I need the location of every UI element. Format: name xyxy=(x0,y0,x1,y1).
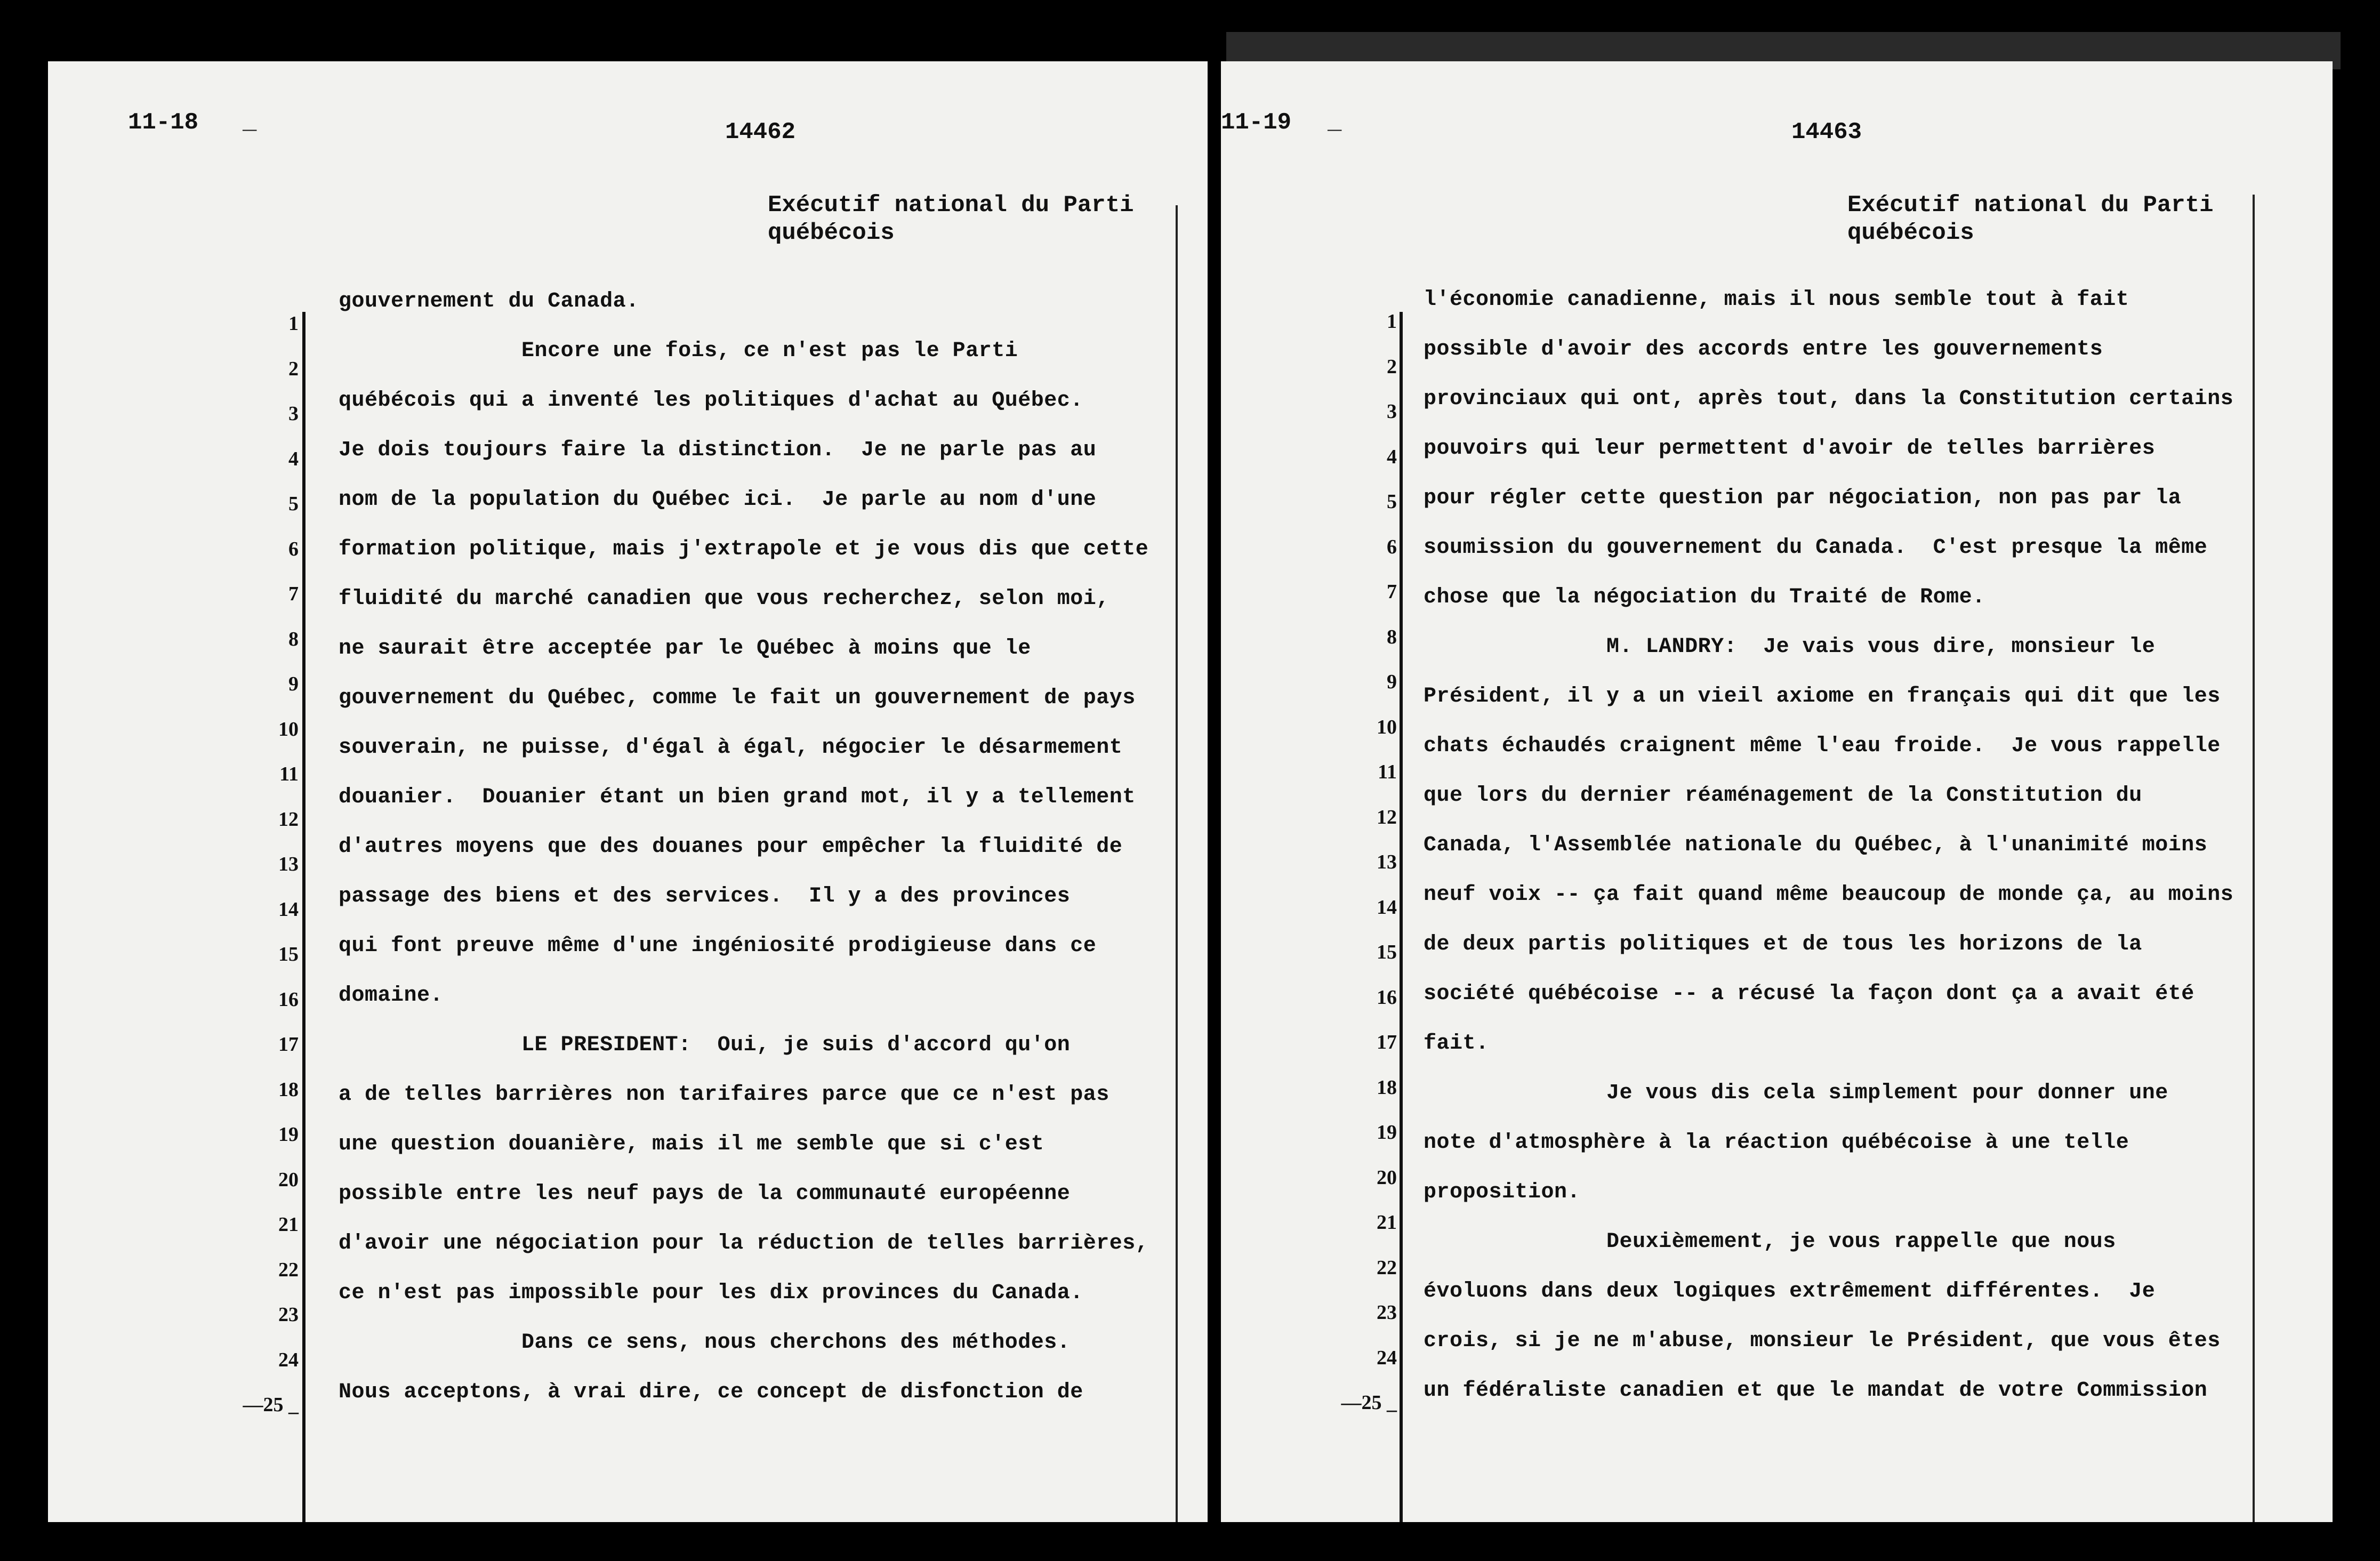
transcript-line: chose que la négociation du Traité de Rome. xyxy=(1424,585,1985,609)
line-number: 16 xyxy=(1377,986,1397,1009)
right-header-line2: québécois xyxy=(1847,220,1974,246)
transcript-line: possible entre les neuf pays de la communauté européenne xyxy=(339,1182,1071,1206)
transcript-line: pour régler cette question par négociation, non pas par la xyxy=(1424,486,2182,510)
transcript-line: un fédéraliste canadien et que le mandat de votre Commission xyxy=(1424,1379,2208,1403)
line-number: 9 xyxy=(1387,671,1397,693)
line-number: 15 xyxy=(278,943,299,965)
line-number: 21 xyxy=(278,1213,299,1236)
transcript-line: a de telles barrières non tarifaires parce que ce n'est pas xyxy=(339,1083,1109,1107)
left-header-line2: québécois xyxy=(768,220,895,246)
transcript-line: ce n'est pas impossible pour les dix provinces du Canada. xyxy=(339,1281,1083,1305)
line-number: 7 xyxy=(1387,581,1397,603)
line-number: 11 xyxy=(279,763,299,785)
transcript-line: formation politique, mais j'extrapole et je vous dis que cette xyxy=(339,537,1149,561)
line-number: 5 xyxy=(1387,490,1397,513)
transcript-line: Encore une fois, ce n'est pas le Parti xyxy=(339,339,1018,363)
line-number: 14 xyxy=(1377,896,1397,919)
right-page-header xyxy=(1847,191,2214,247)
left-page-number: 14462 xyxy=(725,119,796,146)
line-number: 19 xyxy=(1377,1121,1397,1144)
transcript-line: proposition. xyxy=(1424,1180,1581,1204)
line-number: 2 xyxy=(1387,355,1397,378)
line-number: 6 xyxy=(1387,535,1397,558)
line-number: 4 xyxy=(288,447,299,470)
right-page-prefix: 11-19 xyxy=(1221,109,1292,136)
transcript-line: pouvoirs qui leur permettent d'avoir de telles barrières xyxy=(1424,437,2156,461)
transcript-line: domaine. xyxy=(339,984,444,1008)
transcript-line: possible d'avoir des accords entre les gouvernements xyxy=(1424,337,2103,361)
transcript-line: fluidité du marché canadien que vous recherchez, selon moi, xyxy=(339,587,1109,611)
transcript-line: Dans ce sens, nous cherchons des méthodes. xyxy=(339,1331,1071,1355)
line-number: 13 xyxy=(1377,851,1397,873)
transcript-line: soumission du gouvernement du Canada. C'est presque la même xyxy=(1424,536,2208,560)
transcript-line: neuf voix -- ça fait quand même beaucoup de monde ça, au moins xyxy=(1424,883,2234,907)
line-number: —25 _ xyxy=(243,1394,299,1416)
line-number: 1 xyxy=(288,312,299,335)
line-number: 17 xyxy=(278,1033,299,1056)
transcript-line: Je vous dis cela simplement pour donner une xyxy=(1424,1081,2168,1105)
left-header-line1: Exécutif national du Parti xyxy=(768,192,1134,219)
transcript-line: que lors du dernier réaménagement de la Constitution du xyxy=(1424,784,2142,808)
right-page-number: 14463 xyxy=(1791,119,1862,146)
line-number: 8 xyxy=(1387,625,1397,648)
line-number: 8 xyxy=(288,627,299,650)
transcript-line: Deuxièmement, je vous rappelle que nous xyxy=(1424,1230,2116,1254)
line-number: 1 xyxy=(1387,310,1397,333)
transcript-line: passage des biens et des services. Il y a des provinces xyxy=(339,884,1071,908)
line-number: 10 xyxy=(1377,715,1397,738)
line-number: 12 xyxy=(278,808,299,831)
line-number: 18 xyxy=(1377,1076,1397,1099)
line-number: 23 xyxy=(1377,1301,1397,1324)
transcript-line: crois, si je ne m'abuse, monsieur le Président, que vous êtes xyxy=(1424,1329,2221,1353)
line-number: 14 xyxy=(278,898,299,921)
line-number: 3 xyxy=(1387,400,1397,423)
transcript-line: québécois qui a inventé les politiques d'achat au Québec. xyxy=(339,389,1083,413)
transcript-line: société québécoise -- a récusé la façon dont ça a avait été xyxy=(1424,982,2194,1006)
transcript-line: Nous acceptons, à vrai dire, ce concept de disfonction de xyxy=(339,1380,1083,1404)
left-right-rule xyxy=(1176,205,1178,1522)
line-number: 18 xyxy=(278,1078,299,1101)
line-number: 4 xyxy=(1387,445,1397,468)
transcript-line: d'autres moyens que des douanes pour empêcher la fluidité de xyxy=(339,835,1123,859)
transcript-line: douanier. Douanier étant un bien grand mot, il y a tellement xyxy=(339,785,1136,809)
transcript-line: chats échaudés craignent même l'eau froide. Je vous rappelle xyxy=(1424,734,2221,758)
line-number: 6 xyxy=(288,537,299,560)
transcript-line: de deux partis politiques et de tous les horizons de la xyxy=(1424,932,2142,956)
left-page-prefix: 11-18 xyxy=(128,109,199,136)
left-margin-rule xyxy=(302,312,305,1522)
transcript-line: note d'atmosphère à la réaction québécoise à une telle xyxy=(1424,1131,2129,1155)
transcript-line: qui font preuve même d'une ingéniosité prodigieuse dans ce xyxy=(339,934,1097,958)
line-number: 24 xyxy=(278,1348,299,1371)
line-number: 20 xyxy=(278,1168,299,1191)
line-number: 21 xyxy=(1377,1211,1397,1234)
line-number: —25 _ xyxy=(1341,1391,1397,1414)
transcript-line: M. LANDRY: Je vais vous dire, monsieur le xyxy=(1424,635,2156,659)
line-number: 15 xyxy=(1377,941,1397,963)
transcript-line: gouvernement du Québec, comme le fait un gouvernement de pays xyxy=(339,686,1136,710)
transcript-line: Président, il y a un vieil axiome en français qui dit que les xyxy=(1424,685,2221,709)
right-margin-rule xyxy=(1400,312,1403,1522)
right-right-rule xyxy=(2253,195,2255,1522)
line-number: 5 xyxy=(288,493,299,515)
line-number: 16 xyxy=(278,988,299,1011)
transcript-line: évoluons dans deux logiques extrêmement différentes. Je xyxy=(1424,1280,2156,1303)
line-number: 12 xyxy=(1377,806,1397,828)
transcript-line: Canada, l'Assemblée nationale du Québec, à l'unanimité moins xyxy=(1424,833,2208,857)
transcript-line: l'économie canadienne, mais il nous semble tout à fait xyxy=(1424,288,2129,312)
line-number: 22 xyxy=(278,1258,299,1281)
transcript-line: d'avoir une négociation pour la réduction de telles barrières, xyxy=(339,1232,1149,1256)
transcript-line: une question douanière, mais il me semble que si c'est xyxy=(339,1132,1044,1156)
line-number: 23 xyxy=(278,1303,299,1326)
line-number: 22 xyxy=(1377,1256,1397,1279)
transcript-line: Je dois toujours faire la distinction. Je ne parle pas au xyxy=(339,438,1097,462)
transcript-line: ne saurait être acceptée par le Québec à moins que le xyxy=(339,637,1031,661)
left-page-header xyxy=(768,191,1134,247)
transcript-line: LE PRESIDENT: Oui, je suis d'accord qu'on xyxy=(339,1033,1071,1057)
line-number: 10 xyxy=(278,718,299,741)
left-transcript-page xyxy=(48,61,1208,1522)
transcript-line: nom de la population du Québec ici. Je parle au nom d'une xyxy=(339,488,1097,512)
transcript-line: souverain, ne puisse, d'égal à égal, négocier le désarmement xyxy=(339,736,1123,760)
right-header-line1: Exécutif national du Parti xyxy=(1847,192,2214,219)
line-number: 13 xyxy=(278,853,299,875)
line-number: 20 xyxy=(1377,1166,1397,1189)
transcript-line: fait. xyxy=(1424,1032,1489,1056)
line-number: 2 xyxy=(288,357,299,380)
line-number: 9 xyxy=(288,673,299,695)
line-number: 3 xyxy=(288,403,299,425)
transcript-line: gouvernement du Canada. xyxy=(339,289,639,313)
line-number: 24 xyxy=(1377,1346,1397,1369)
line-number: 19 xyxy=(278,1123,299,1146)
line-number: 7 xyxy=(288,583,299,605)
line-number: 11 xyxy=(1378,761,1397,783)
line-number: 17 xyxy=(1377,1031,1397,1053)
right-transcript-page xyxy=(1221,61,2333,1522)
right-page-dash: _ xyxy=(1328,109,1342,136)
transcript-line: provinciaux qui ont, après tout, dans la Constitution certains xyxy=(1424,387,2234,411)
left-page-dash: _ xyxy=(243,109,257,136)
